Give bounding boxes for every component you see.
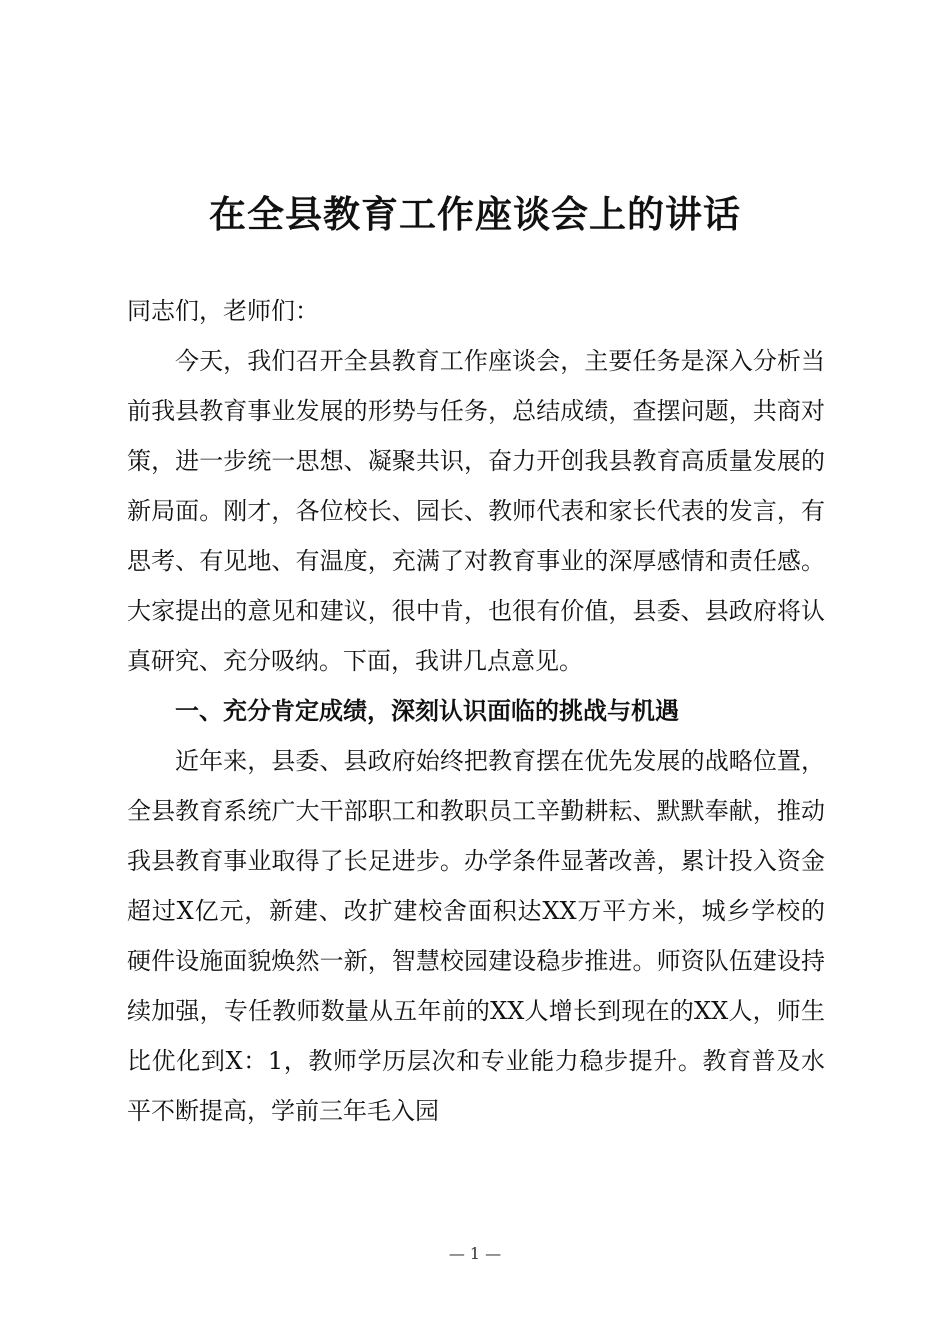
section-heading-1: 一、充分肯定成绩，深刻认识面临的挑战与机遇 bbox=[175, 696, 679, 725]
paragraph-intro: 今天，我们召开全县教育工作座谈会，主要任务是深入分析当前我县教育事业发展的形势与任务，总结成绩，查摆问题，共商对策，进一步统一思想、凝聚共识，奋力开创我县教育高质量发展的新局面。刚才，各位校长、园长、教师代表和家长代表的发言，有思考、有见地、有温度，充满了对教育事业的深厚感情和责任感。大家提出的意见和建议，很中肯，也很有价值，县委、县政府将认真研究、充分吸纳。下面，我讲几点意见。 bbox=[127, 347, 825, 675]
page-number: — 1 — bbox=[448, 1244, 502, 1263]
document-body bbox=[127, 286, 825, 1136]
paragraph-achievements: 近年来，县委、县政府始终把教育摆在优先发展的战略位置，全县教育系统广大干部职工和教职员工辛勤耕耘、默默奉献，推动我县教育事业取得了长足进步。办学条件显著改善，累计投入资金超过X亿元，新建、改扩建校舍面积达XX万平方米，城乡学校的硬件设施面貌焕然一新，智慧校园建设稳步推进。师资队伍建设持续加强，专任教师数量从五年前的XX人增长到现在的XX人，师生比优化到X：1，教师学历层次和专业能力稳步提升。教育普及水平不断提高，学前三年毛入园 bbox=[127, 747, 825, 1125]
salutation: 同志们，老师们： bbox=[127, 297, 319, 325]
document-title: 在全县教育工作座谈会上的讲话 bbox=[209, 192, 741, 236]
